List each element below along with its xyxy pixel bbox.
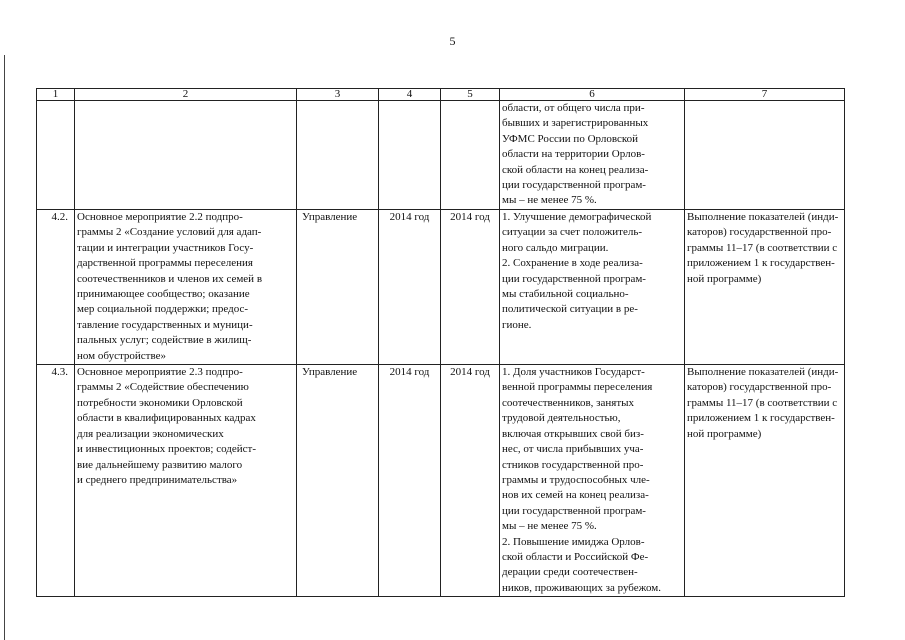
page-number: 5 xyxy=(449,34,456,48)
cell-line: тации и интеграции участников Госу- xyxy=(77,241,254,254)
end-year-cell: 2014 год xyxy=(441,210,500,365)
column-header: 6 xyxy=(500,89,685,101)
cell-line: стников государственной про- xyxy=(502,458,644,471)
activity-cell xyxy=(75,365,297,597)
cell-line: бывших и зарегистрированных xyxy=(502,117,649,130)
cell-line: ской области на конец реализа- xyxy=(502,163,649,176)
executor-cell: Управление xyxy=(297,210,379,365)
expected-result-cell xyxy=(500,101,685,210)
cell-line: включая открывших свой биз- xyxy=(502,427,644,440)
start-year-cell: 2014 год xyxy=(379,365,441,597)
cell-line: мы стабильной социально- xyxy=(502,288,629,301)
activity-cell xyxy=(75,210,297,365)
cell-line: 1. Доля участников Государст- xyxy=(502,366,645,379)
cell-line: дарственной программы переселения xyxy=(77,257,253,270)
row-number: 4.2. xyxy=(37,210,75,365)
cell-line: граммы 11–17 (в соответствии с xyxy=(687,241,838,254)
cell-line: нов их семей на конец реализа- xyxy=(502,489,649,502)
cell-line: и инвестиционных проектов; содейст- xyxy=(77,443,257,456)
cell-line: ной программе) xyxy=(687,427,762,440)
cell-line: граммы 2 «Создание условий для адап- xyxy=(77,226,262,239)
cell-line: области, от общего числа при- xyxy=(502,102,645,114)
cell-line: ции государственной програм- xyxy=(502,179,646,192)
cell-line: мы – не менее 75 %. xyxy=(502,194,597,207)
cell-line: дерации среди соотечествен- xyxy=(502,566,638,579)
column-header: 4 xyxy=(379,89,441,101)
cell-line: ного сальдо миграции. xyxy=(502,241,609,254)
cell-line: гионе. xyxy=(502,318,532,331)
cell-line: нес, от числа прибывших уча- xyxy=(502,443,644,456)
cell-line: ников, проживающих за рубежом. xyxy=(502,581,661,594)
indicators-cell xyxy=(685,101,845,210)
executor-cell xyxy=(297,101,379,210)
column-header: 7 xyxy=(685,89,845,101)
column-number-row xyxy=(37,89,845,101)
column-header: 3 xyxy=(297,89,379,101)
cell-line: ном обустройстве» xyxy=(77,349,166,362)
cell-line: мы – не менее 75 %. xyxy=(502,520,597,533)
column-header: 1 xyxy=(37,89,75,101)
cell-line: для реализации экономических xyxy=(77,427,224,440)
cell-line: граммы 2 «Содействие обеспечению xyxy=(77,381,249,394)
cell-line: граммы и трудоспособных чле- xyxy=(502,473,650,486)
cell-line: УФМС России по Орловской xyxy=(502,132,639,145)
cell-line: вие дальнейшему развитию малого xyxy=(77,458,243,471)
indicators-cell xyxy=(685,210,845,365)
start-year-cell: 2014 год xyxy=(379,210,441,365)
cell-line: приложением 1 к государствен- xyxy=(687,257,835,270)
cell-line: каторов) государственной про- xyxy=(687,381,832,394)
scan-edge-line xyxy=(4,55,5,640)
table-row xyxy=(37,210,845,365)
cell-line: потребности экономики Орловской xyxy=(77,396,243,409)
cell-line: Выполнение показателей (инди- xyxy=(687,211,839,223)
activity-cell xyxy=(75,101,297,210)
cell-line: приложением 1 к государствен- xyxy=(687,412,835,425)
table-row xyxy=(37,365,845,597)
cell-line: тавление государственных и муници- xyxy=(77,318,253,331)
cell-line: 2. Повышение имиджа Орлов- xyxy=(502,535,645,548)
cell-line: и среднего предпринимательства» xyxy=(77,473,238,486)
cell-line: каторов) государственной про- xyxy=(687,226,832,239)
cell-line: 1. Улучшение демографической xyxy=(502,211,652,223)
cell-line: Выполнение показателей (инди- xyxy=(687,366,839,379)
cell-line: политической ситуации в ре- xyxy=(502,303,638,316)
cell-line: соотечественников, занятых xyxy=(502,396,635,409)
expected-result-cell xyxy=(500,365,685,597)
cell-line: ции государственной програм- xyxy=(502,272,646,285)
measures-table xyxy=(36,88,845,597)
cell-line: ной программе) xyxy=(687,272,762,285)
cell-line: Основное мероприятие 2.3 подпро- xyxy=(77,366,243,379)
cell-line: трудовой деятельностью, xyxy=(502,412,621,425)
cell-line: области на территории Орлов- xyxy=(502,148,645,161)
cell-line: 2. Сохранение в ходе реализа- xyxy=(502,257,643,270)
row-number: 4.3. xyxy=(37,365,75,597)
cell-line: мер социальной поддержки; предос- xyxy=(77,303,249,316)
cell-line: ции государственной програм- xyxy=(502,504,646,517)
cell-line: пальных услуг; содействие в жилищ- xyxy=(77,334,252,347)
column-header: 5 xyxy=(441,89,500,101)
cell-line: принимающее сообщество; оказание xyxy=(77,288,250,301)
table-row xyxy=(37,101,845,210)
indicators-cell xyxy=(685,365,845,597)
cell-line: ской области и Российской Фе- xyxy=(502,550,649,563)
cell-line: ситуации за счет положитель- xyxy=(502,226,642,239)
end-year-cell: 2014 год xyxy=(441,365,500,597)
column-header: 2 xyxy=(75,89,297,101)
start-year-cell xyxy=(379,101,441,210)
cell-line: области в квалифицированных кадрах xyxy=(77,412,256,425)
executor-cell: Управление xyxy=(297,365,379,597)
cell-line: граммы 11–17 (в соответствии с xyxy=(687,396,838,409)
expected-result-cell xyxy=(500,210,685,365)
cell-line: Основное мероприятие 2.2 подпро- xyxy=(77,211,243,223)
cell-line: венной программы переселения xyxy=(502,381,653,394)
cell-line: соотечественников и членов их семей в xyxy=(77,272,263,285)
end-year-cell xyxy=(441,101,500,210)
row-number xyxy=(37,101,75,210)
